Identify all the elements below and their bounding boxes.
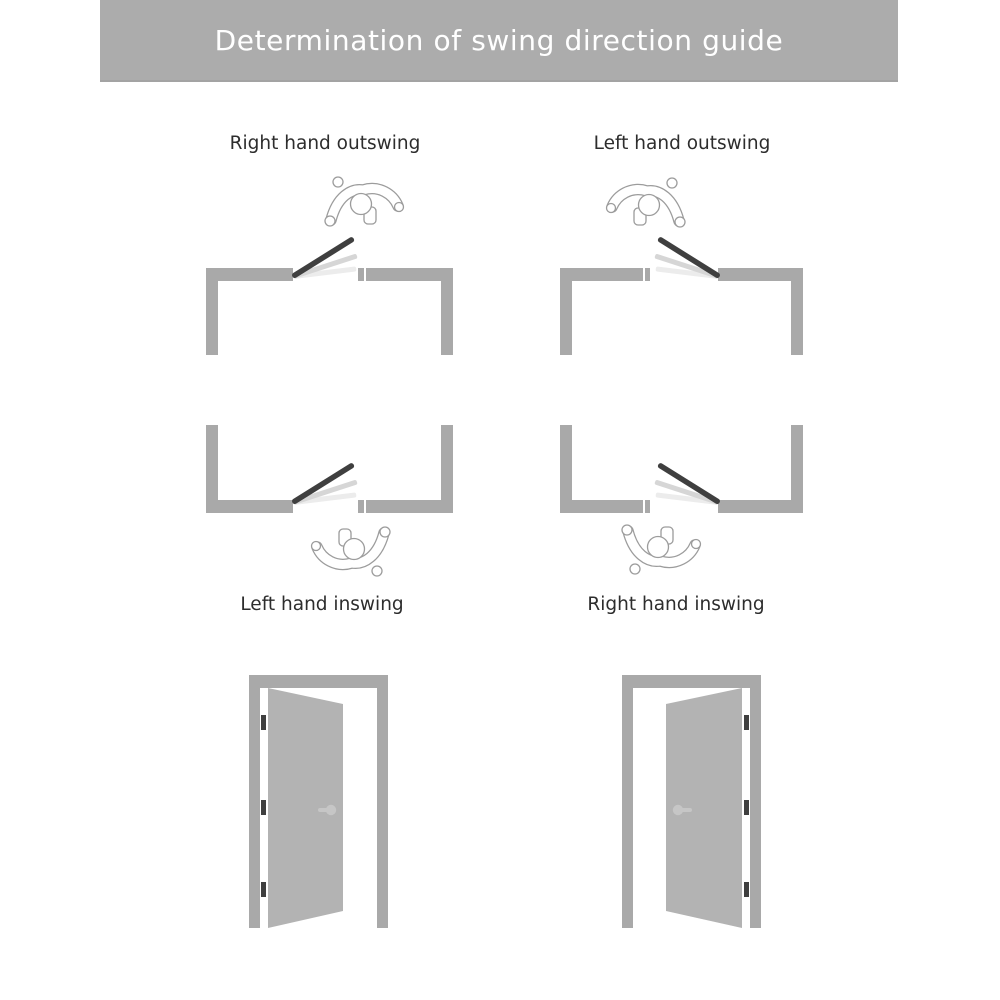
wall-right [441, 268, 453, 355]
wall-bottom-hinge-segment [718, 500, 803, 513]
wall-top-hinge-segment [718, 268, 803, 281]
wall-bottom-latch-segment [366, 500, 453, 513]
label-left-hand-outswing: Left hand outswing [593, 133, 771, 154]
label-right-hand-inswing: Right hand inswing [587, 594, 765, 615]
wall-bottom-hinge-segment [206, 500, 293, 513]
hinge-bottom [261, 882, 266, 897]
wall-left [206, 268, 218, 355]
label-right-hand-outswing: Right hand outswing [229, 133, 421, 154]
wall-top-latch-segment [366, 268, 453, 281]
door-frame-top [249, 675, 388, 688]
door-knob [673, 805, 683, 815]
door-frame-right [377, 675, 388, 928]
latch-jamb-stub [645, 268, 650, 281]
wall-right [441, 425, 453, 513]
wall-left [560, 425, 572, 513]
person-figure [622, 525, 701, 574]
label-left-hand-inswing: Left hand inswing [240, 594, 404, 615]
plan-right-hand-outswing [206, 177, 453, 355]
door-illustration-left-hinge [249, 675, 388, 928]
plan-left-hand-outswing [560, 178, 803, 355]
door-swing-plan [654, 236, 721, 279]
wall-left [560, 268, 572, 355]
door-illustration-right-hinge [622, 675, 761, 928]
wall-right [791, 425, 803, 513]
plan-left-hand-inswing [206, 425, 453, 576]
latch-jamb-stub [645, 500, 650, 513]
door-frame-right [750, 675, 761, 928]
plan-right-hand-inswing [560, 425, 803, 574]
door-frame-top [622, 675, 761, 688]
latch-jamb-stub [358, 268, 364, 281]
wall-right [791, 268, 803, 355]
person-figure [325, 177, 404, 226]
person-figure [312, 527, 391, 576]
door-knob [326, 805, 336, 815]
person-figure [607, 178, 686, 227]
door-frame-left [622, 675, 633, 928]
hinge-middle [261, 800, 266, 815]
door-swing-plan [654, 462, 721, 505]
door-swing-plan [291, 462, 358, 505]
hinge-middle [744, 800, 749, 815]
latch-jamb-stub [358, 500, 364, 513]
hinge-top [261, 715, 266, 730]
door-frame-left [249, 675, 260, 928]
wall-left [206, 425, 218, 513]
hinge-bottom [744, 882, 749, 897]
hinge-top [744, 715, 749, 730]
wall-top-hinge-segment [206, 268, 293, 281]
wall-bottom-latch-segment [560, 500, 643, 513]
door-swing-plan [291, 236, 358, 279]
wall-top-latch-segment [560, 268, 643, 281]
page-title: Determination of swing direction guide [214, 23, 784, 57]
